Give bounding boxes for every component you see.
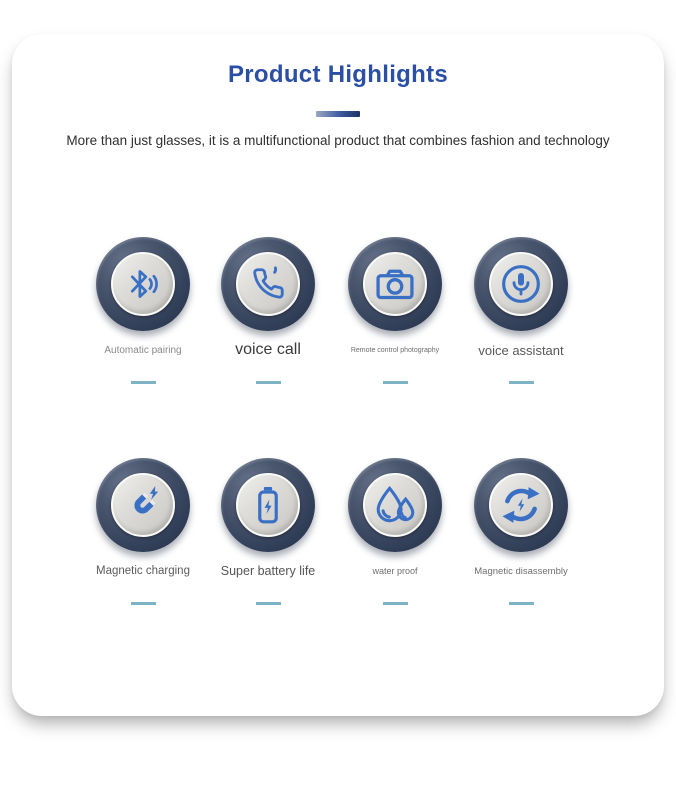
feature-button: [474, 458, 568, 552]
feature-underline: [256, 381, 281, 384]
water-drops-icon: [363, 473, 427, 537]
feature-underline: [131, 602, 156, 605]
battery-icon: [249, 484, 287, 526]
feature-label: Automatic pairing: [104, 344, 182, 356]
page-title: Product Highlights: [227, 61, 449, 88]
feature-voice-call: [203, 237, 333, 384]
feature-underline: [383, 381, 408, 384]
bluetooth-icon: [123, 266, 163, 302]
feature-button: [348, 458, 442, 552]
feature-button: [348, 237, 442, 331]
magnet-icon: [122, 484, 164, 526]
feature-voice-assistant: [456, 237, 586, 384]
feature-label: Remote control photography: [350, 346, 440, 354]
feature-automatic-pairing: [78, 237, 208, 384]
phone-icon: [249, 265, 287, 303]
feature-water-proof: [330, 458, 460, 605]
camera-icon: [374, 265, 416, 303]
feature-underline: [383, 602, 408, 605]
feature-underline: [509, 602, 534, 605]
feature-label: Super battery life: [220, 564, 316, 578]
page-subtitle: More than just glasses, it is a multifunctional product that combines fashion and technology: [66, 133, 610, 148]
circular-arrows-icon: [500, 484, 542, 526]
highlights-card: [12, 34, 664, 716]
title-divider: [316, 111, 360, 117]
feature-label: water proof: [372, 566, 418, 576]
feature-magnetic-disassembly: [456, 458, 586, 605]
feature-label: Magnetic disassembly: [474, 565, 568, 577]
feature-label: voice assistant: [478, 342, 564, 358]
feature-button: [221, 458, 315, 552]
feature-button: [96, 237, 190, 331]
feature-button: [474, 237, 568, 331]
feature-underline: [256, 602, 281, 605]
feature-button: [96, 458, 190, 552]
microphone-icon: [501, 264, 541, 304]
feature-magnetic-charging: [78, 458, 208, 605]
feature-remote-photography: [330, 237, 460, 384]
feature-label: voice call: [235, 341, 301, 358]
feature-underline: [131, 381, 156, 384]
feature-label: Magnetic charging: [96, 565, 190, 577]
feature-underline: [509, 381, 534, 384]
feature-button: [221, 237, 315, 331]
feature-battery-life: [203, 458, 333, 605]
